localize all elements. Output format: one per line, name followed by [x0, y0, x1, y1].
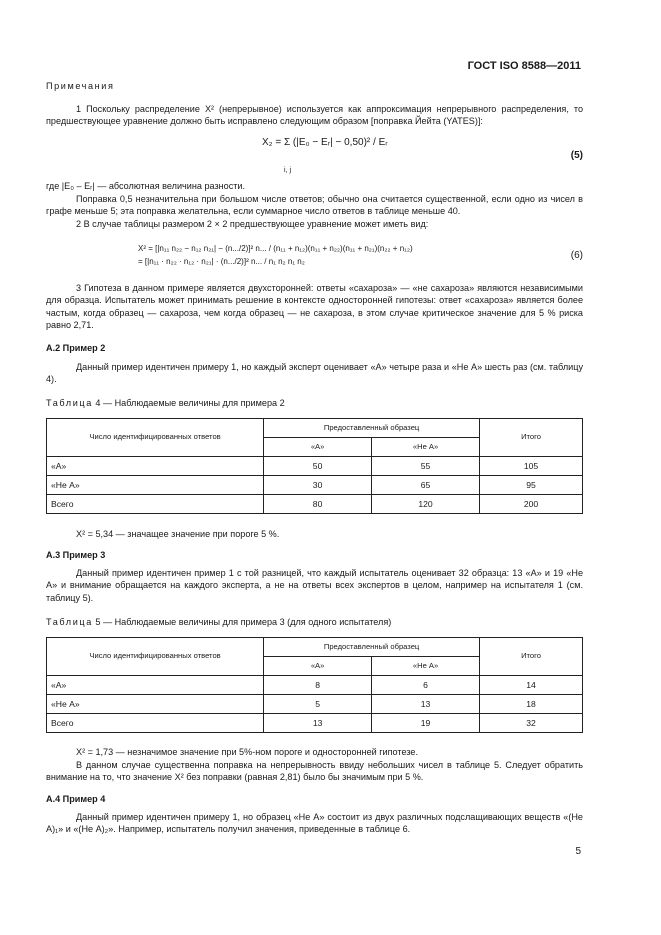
table-5-title: Таблица 5 — Наблюдаемые величины для примера 3 (для одного испытателя) — [46, 617, 392, 627]
note-2: 2 В случае таблицы размером 2 × 2 предшествующее уравнение может иметь вид: — [76, 219, 429, 229]
table-cell: 6 — [372, 676, 480, 695]
section-a3-heading: А.3 Пример 3 — [46, 550, 106, 560]
table-cell: 50 — [264, 457, 372, 476]
section-a3-result: X² = 1,73 — незначимое значение при 5%-ном пороге и односторонней гипотезе. — [76, 747, 418, 757]
table-5-col-answers: Число идентифицированных ответов — [47, 638, 264, 676]
table-cell: 19 — [372, 714, 480, 733]
section-a3-text2: В данном случае существенна поправка на непрерывность ввиду небольших чисел в таблице 5. Следует обратить внимание на то, что значение X² без поправки (равная 2,81) было бы значимым при 5 %. — [46, 760, 583, 783]
table-cell: 30 — [264, 476, 372, 495]
table-cell: 80 — [264, 495, 372, 514]
table-cell: 200 — [480, 495, 583, 514]
table-4 — [46, 418, 583, 514]
table-4-title: Таблица 4 — Наблюдаемые величины для примера 2 — [46, 398, 285, 408]
table-row — [47, 714, 583, 733]
table-5-col-nota: «Не А» — [372, 657, 480, 676]
table-cell: 95 — [480, 476, 583, 495]
formula-6-left: X² = [|n₁₁ n₂₂ − n₁₂ n₂₁| − (n.../2)]² n... / (n₁₁ + n₁₂)(n₁₁ + n₂₂)(n₁₁ + n₂₁)(n₂₂ + n₁₂) — [138, 244, 413, 253]
table-row — [47, 457, 583, 476]
table-5-col-presented: Предоставленный образец — [264, 638, 480, 657]
table-cell: Всего — [47, 495, 264, 514]
section-a2-result: X² = 5,34 — значащее значение при пороге 5 %. — [76, 529, 280, 539]
table-cell: «Не А» — [47, 476, 264, 495]
table-4-col-total: Итого — [480, 419, 583, 457]
table-4-col-a: «А» — [264, 438, 372, 457]
note-1: 1 Поскольку распределение X² (непрерывное) используется как аппроксимация непрерывного распределения, то предшествующее уравнение должно быть исправлено следующим образом [поправка Йейта (YATES)]: — [46, 104, 583, 127]
table-cell: 14 — [480, 676, 583, 695]
table-cell: 13 — [264, 714, 372, 733]
table-5-col-total: Итого — [480, 638, 583, 676]
section-a4-heading: А.4 Пример 4 — [46, 794, 106, 804]
table-row — [47, 695, 583, 714]
note-correction: Поправка 0,5 незначительна при большом числе ответов; обычно она считается существенной, если одно из чисел в графе меньше 5; эта поправка желательна, если суммарное число ответов в таблице меньше 40. — [46, 194, 583, 217]
section-a4-text: Данный пример идентичен примеру 1, но образец «Не А» состоит из двух различных подслащивающих веществ «(Не А)₁» и «(Не А)₂». Например, испытатель получил значения, приведенные в таблице 6. — [46, 812, 583, 835]
table-cell: 120 — [372, 495, 480, 514]
notes-title: Примечания — [46, 81, 115, 91]
section-a3-text: Данный пример идентичен пример 1 с той разницей, что каждый испытатель оценивает 32 образца: 13 «А» и 19 «Не А» и внимание обращается на каждого эксперта, а не на ответы всех экспертов в целом, например на испытателя 1 (см. таблицу 5). — [46, 568, 583, 603]
table-4-col-presented: Предоставленный образец — [264, 419, 480, 438]
section-a2-heading: А.2 Пример 2 — [46, 343, 106, 353]
formula-5-number: (5) — [570, 150, 583, 161]
formula-6 — [138, 243, 558, 267]
formula-6-right: = [|n₁₁ · n₂₂ · n₁₂ · n₂₁| · (n.../2)]² n... / n₁ n₂ n₁ n₂ — [138, 257, 305, 266]
formula-5: X₂ = Σ (|E₀ − Eᵣ| − 0,50)² / Eᵣ i, j — [262, 137, 388, 174]
table-cell: 18 — [480, 695, 583, 714]
table-5 — [46, 637, 583, 733]
table-cell: «Не А» — [47, 695, 264, 714]
table-cell: 8 — [264, 676, 372, 695]
table-row — [47, 476, 583, 495]
table-cell: «А» — [47, 676, 264, 695]
table-cell: 32 — [480, 714, 583, 733]
table-cell: 55 — [372, 457, 480, 476]
table-row — [47, 495, 583, 514]
table-4-col-answers: Число идентифицированных ответов — [47, 419, 264, 457]
table-cell: 5 — [264, 695, 372, 714]
document-header: ГОСТ ISO 8588—2011 — [467, 60, 581, 72]
note-3: 3 Гипотеза в данном примере является двухсторонней: ответы «сахароза» — «не сахароза» являются независимыми для образца. Испытатель может принимать решение в контексте односторонней гипотезы: ответ «сахароза» является более частым, когда образец — сахароза, чем когда образец — не сахароза, в этом случае критическое значение для 5 % риска равно 2,71. — [46, 283, 583, 331]
table-5-col-a: «А» — [264, 657, 372, 676]
table-cell: 13 — [372, 695, 480, 714]
table-4-col-nota: «Не А» — [372, 438, 480, 457]
table-cell: Всего — [47, 714, 264, 733]
section-a2-text: Данный пример идентичен примеру 1, но каждый эксперт оценивает «А» четыре раза и «Не А» шесть раз (см. таблицу 4). — [46, 362, 583, 385]
formula-6-number: (6) — [570, 250, 583, 261]
table-row — [47, 676, 583, 695]
table-cell: 105 — [480, 457, 583, 476]
page-number: 5 — [575, 846, 581, 857]
table-cell: «А» — [47, 457, 264, 476]
table-cell: 65 — [372, 476, 480, 495]
note-where: где |E₀ – Eᵣ| — абсолютная величина разности. — [46, 181, 246, 191]
